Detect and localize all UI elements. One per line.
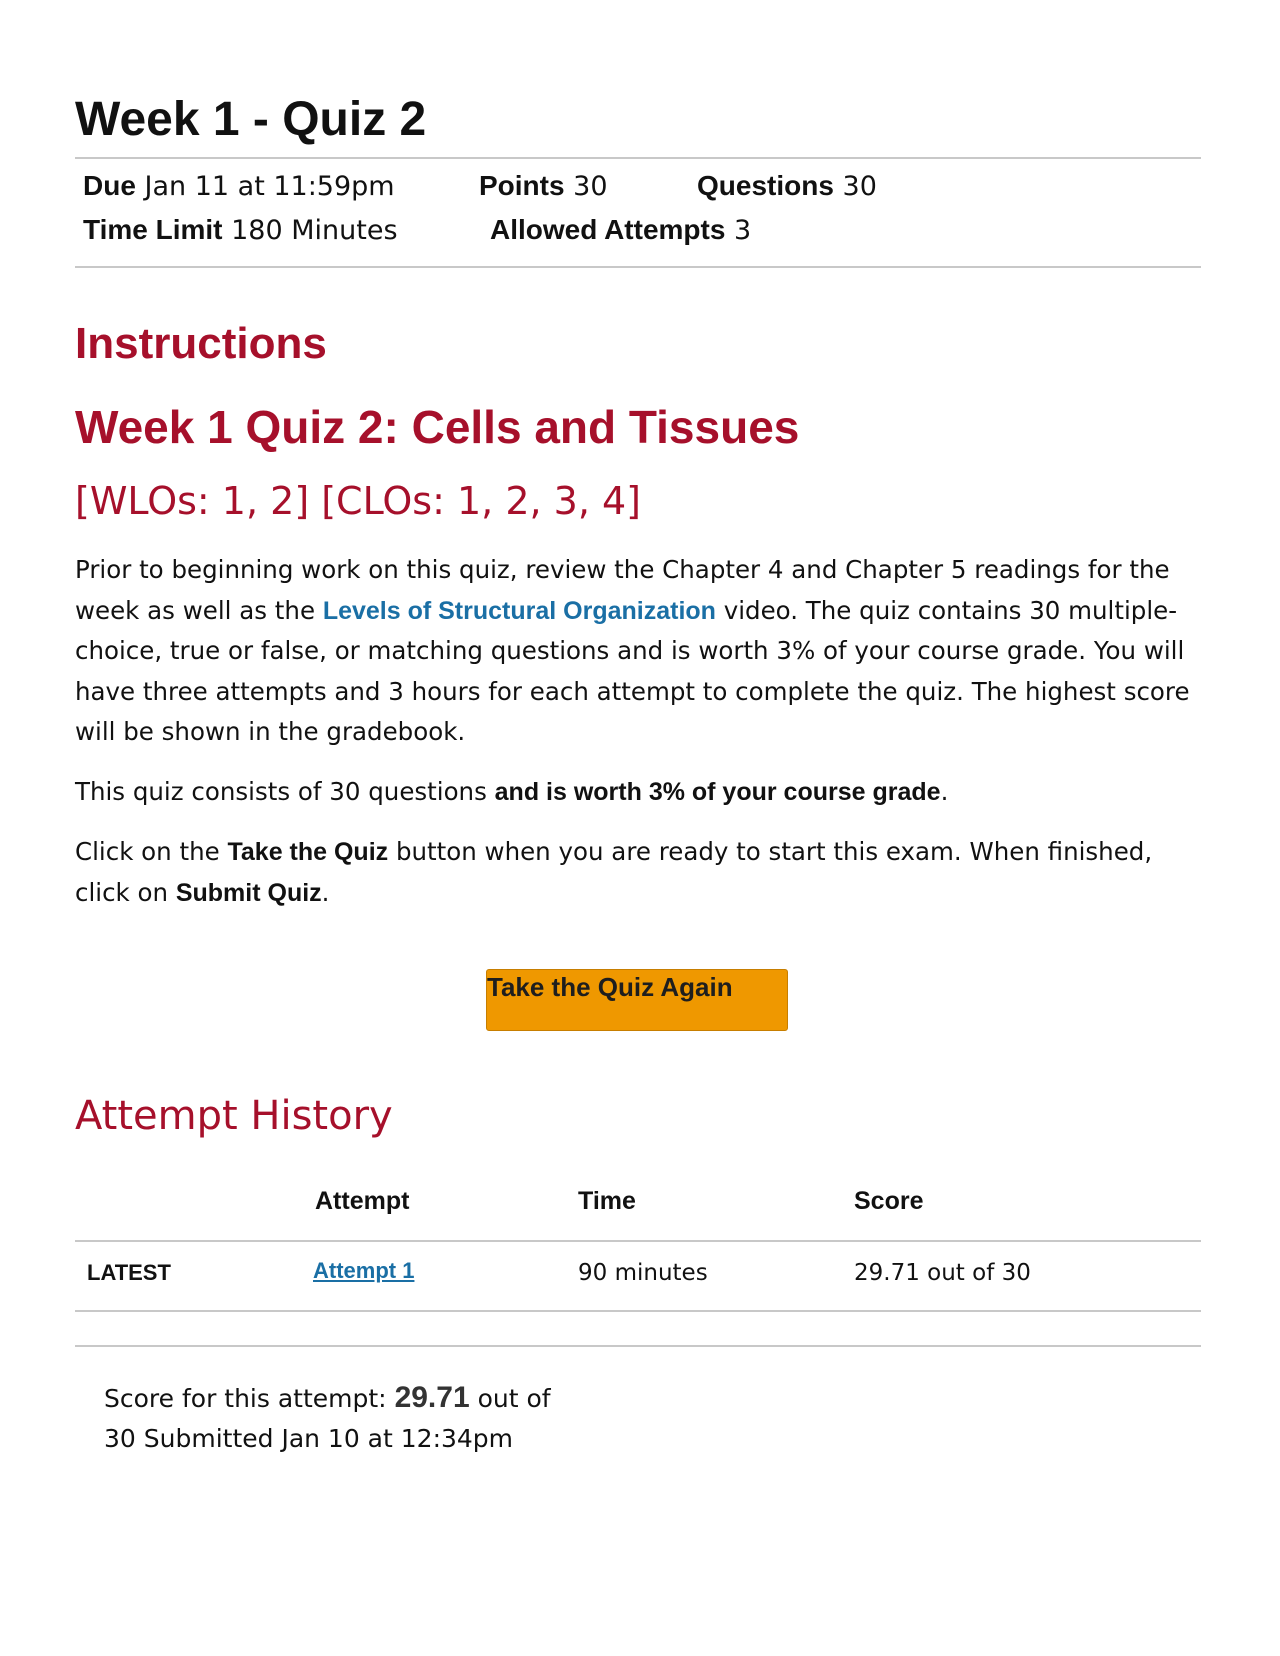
- attempt-link[interactable]: Attempt 1: [313, 1258, 415, 1283]
- video-link[interactable]: Levels of Structural Organization: [322, 596, 716, 625]
- learning-outcomes: [WLOs: 1, 2] [CLOs: 1, 2, 3, 4]: [75, 479, 641, 523]
- summary-text: This quiz consists of 30 questions: [75, 777, 495, 806]
- instructions-paragraph: [75, 550, 1201, 753]
- score-prefix: Score for this attempt:: [104, 1384, 395, 1413]
- questions-value: 30: [842, 171, 877, 202]
- points: [479, 169, 608, 204]
- page-title: Week 1 - Quiz 2: [75, 93, 427, 146]
- start-text: button when you are ready to start this exam. When finished, click on: [75, 837, 1153, 907]
- column-header-time: Time: [578, 1187, 636, 1215]
- quiz-heading: Week 1 Quiz 2: Cells and Tissues: [75, 401, 800, 453]
- time-limit: [83, 213, 398, 248]
- summary-end: .: [940, 777, 949, 806]
- start-instructions-paragraph: [75, 832, 1201, 913]
- instructions-heading: Instructions: [75, 319, 327, 368]
- column-header-score: Score: [854, 1187, 924, 1215]
- time-limit-value: 180 Minutes: [231, 215, 398, 246]
- divider: [75, 1345, 1201, 1347]
- attempt-time: 90 minutes: [578, 1260, 708, 1286]
- summary-bold: and is worth 3% of your course grade: [494, 778, 941, 806]
- instructions-text: Prior to beginning work on this quiz, review the Chapter 4 and Chapter 5 readings for the week as well as the: [75, 555, 1170, 625]
- table-row-divider: [75, 1310, 1201, 1312]
- due-value: Jan 11 at 11:59pm: [144, 171, 395, 202]
- score-summary: [104, 1378, 574, 1458]
- due-label: Due: [83, 170, 136, 201]
- take-quiz-again-label: Take the Quiz Again: [487, 972, 733, 1002]
- take-quiz-ref: Take the Quiz: [227, 838, 389, 866]
- table-header-divider: [75, 1240, 1201, 1242]
- attempt-history-heading: Attempt History: [75, 1093, 393, 1139]
- instructions-text: video. The quiz contains 30 multiple-choice, true or false, or matching questions and is worth 3% of your course grade. You will have three attempts and 3 hours for each attempt to complete the quiz. The highest score will be shown in the gradebook.: [75, 595, 1190, 746]
- attempt-score: 29.71 out of 30: [854, 1260, 1031, 1286]
- attempts-label: Allowed Attempts: [490, 214, 726, 245]
- take-quiz-again-button[interactable]: [486, 969, 788, 1031]
- quiz-summary-paragraph: [75, 772, 1201, 813]
- questions-label: Questions: [697, 170, 834, 201]
- questions: [697, 169, 877, 204]
- points-label: Points: [479, 170, 565, 201]
- column-header-attempt: Attempt: [315, 1187, 410, 1215]
- due-date: [83, 169, 395, 204]
- start-text: Click on the: [75, 837, 228, 866]
- divider: [75, 266, 1201, 268]
- start-end: .: [321, 877, 330, 907]
- divider: [75, 157, 1201, 159]
- score-suffix: out of 30 Submitted Jan 10 at 12:34pm: [104, 1384, 551, 1453]
- allowed-attempts: [490, 213, 751, 248]
- submit-quiz-ref: Submit Quiz: [175, 878, 322, 907]
- points-value: 30: [573, 171, 608, 202]
- latest-badge: LATEST: [87, 1260, 171, 1285]
- time-limit-label: Time Limit: [83, 214, 223, 245]
- score-value: 29.71: [394, 1381, 470, 1414]
- attempts-value: 3: [734, 215, 752, 246]
